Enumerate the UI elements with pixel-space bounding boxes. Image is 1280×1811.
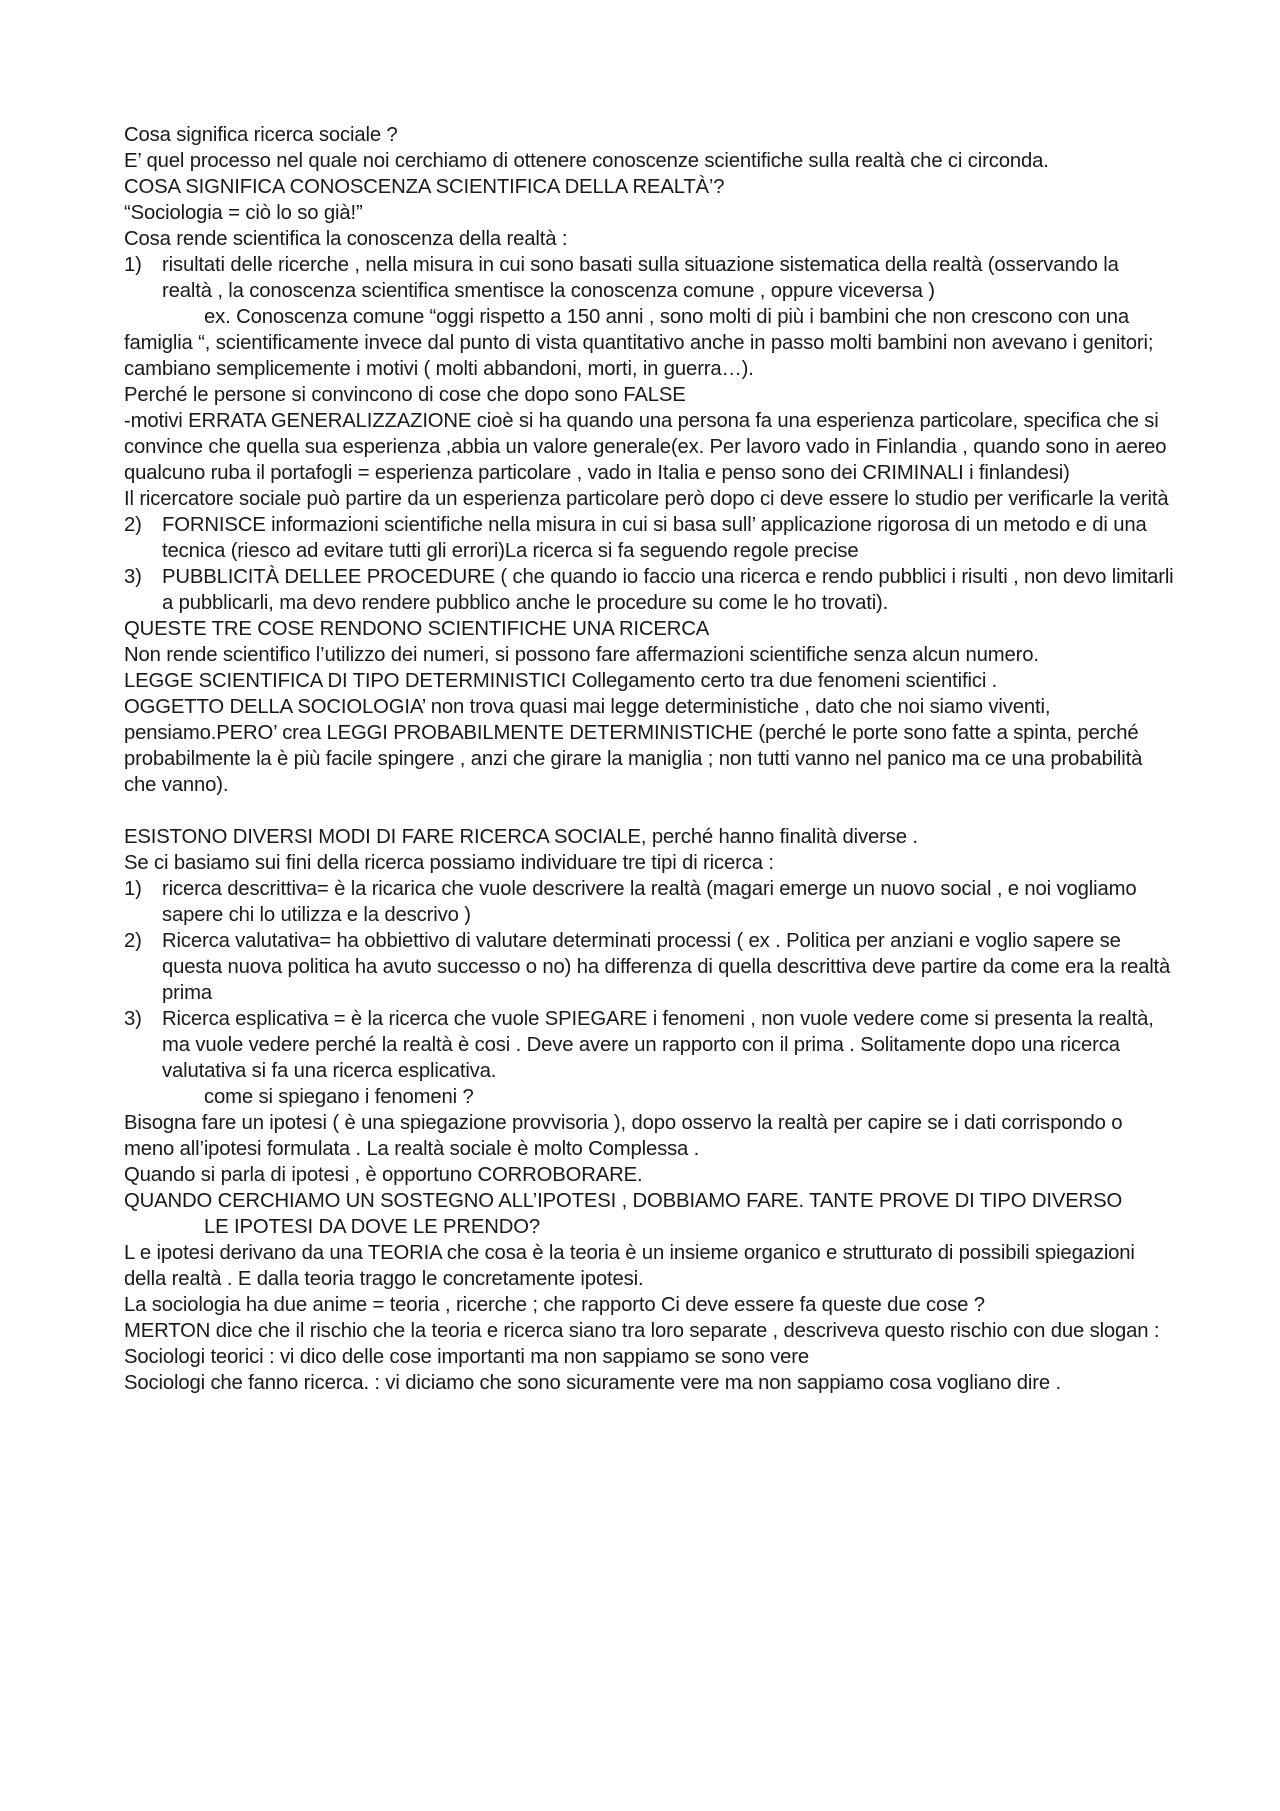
paragraph: Sociologi teorici : vi dico delle cose importanti ma non sappiamo se sono vere [124,1346,809,1368]
paragraph: E’ quel processo nel quale noi cerchiamo di ottenere conoscenze scientifiche sulla realtà che ci circonda. [124,150,1049,172]
paragraph: Il ricercatore sociale può partire da un esperienza particolare però dopo ci deve essere lo studio per verificarle la verità [124,488,1169,510]
paragraph: OGGETTO DELLA SOCIOLOGIA’ non trova quasi mai legge deterministiche , dato che noi siamo viventi, pensiamo.PERO’ crea LEGGI PROBABILMENTE DETERMINISTICHE (perché le porte sono fatte a spinta, perché probabilmente la è più facile spingere , anzi che girare la maniglia ; non tutti vanno nel panico ma ce una probabilità che vanno). [124,696,1143,796]
paragraph: MERTON dice che il rischio che la teoria e ricerca siano tra loro separate , descriveva questo rischio con due slogan : [124,1320,1160,1342]
section-heading: ESISTONO DIVERSI MODI DI FARE RICERCA SOCIALE, perché hanno finalità diverse . [124,826,918,848]
paragraph: -motivi ERRATA GENERALIZZAZIONE cioè si ha quando una persona fa una esperienza particolare, specifica che si convince che quella sua esperienza ,abbia un valore generale(ex. Per lavoro vado in Finlandia , quando sono in aereo qualcuno ruba il portafogli = esperienza particolare , vado in Italia e penso sono dei CRIMINALI i finlandesi) [124,410,1167,484]
paragraph: Cosa significa ricerca sociale ? [124,124,398,146]
list-text: risultati delle ricerche , nella misura in cui sono basati sulla situazione sistematica della realtà (osservando la realtà , la conoscenza scientifica smentisce la conoscenza comune , oppure viceversa ) [162,254,1119,302]
list-item [124,1006,1174,1084]
list-number: 3) [124,1008,142,1030]
paragraph: Quando si parla di ipotesi , è opportuno CORROBORARE. [124,1164,643,1186]
indented-subheading: LE IPOTESI DA DOVE LE PRENDO? [204,1216,541,1238]
list-text: PUBBLICITÀ DELLEE PROCEDURE ( che quando io faccio una ricerca e rendo pubblici i risulti , non devo limitarli a pubblicarli, ma devo rendere pubblico anche le procedure su come le ho trovati). [162,566,1174,614]
paragraph: Bisogna fare un ipotesi ( è una spiegazione provvisoria ), dopo osservo la realtà per capire se i dati corrispondo o meno all’ipotesi formulata . La realtà sociale è molto Complessa . [124,1112,1123,1160]
example-paragraph: ex. Conoscenza comune “oggi rispetto a 150 anni , sono molti di più i bambini che non crescono con una famiglia “, scientificamente invece dal punto di vista quantitativo anche in passo molti bambini non avevano i genitori; cambiano semplicemente i motivi ( molti abbandoni, morti, in guerra…). [124,306,1154,380]
paragraph: Sociologi che fanno ricerca. : vi diciamo che sono sicuramente vere ma non sappiamo cosa vogliano dire . [124,1372,1061,1394]
paragraph: Perché le persone si convincono di cose che dopo sono FALSE [124,384,686,406]
list-number: 1) [124,878,142,900]
list-item [124,564,1174,616]
list-text: FORNISCE informazioni scientifiche nella misura in cui si basa sull’ applicazione rigorosa di un metodo e di una tecnica (riesco ad evitare tutti gli errori)La ricerca si fa seguendo regole precise [162,514,1147,562]
quote: “Sociologia = ciò lo so già!” [124,202,363,224]
paragraph: Cosa rende scientifica la conoscenza della realtà : [124,228,568,250]
paragraph: La sociologia ha due anime = teoria , ricerche ; che rapporto Ci deve essere fa queste due cose ? [124,1294,985,1316]
list-item [124,252,1174,304]
paragraph: Non rende scientifico l’utilizzo dei numeri, si possono fare affermazioni scientifiche senza alcun numero. [124,644,1039,666]
paragraph: LEGGE SCIENTIFICA DI TIPO DETERMINISTICI Collegamento certo tra due fenomeni scientifici . [124,670,998,692]
section-heading: QUANDO CERCHIAMO UN SOSTEGNO ALL’IPOTESI , DOBBIAMO FARE. TANTE PROVE DI TIPO DIVERSO [124,1190,1123,1212]
section-heading: COSA SIGNIFICA CONOSCENZA SCIENTIFICA DELLA REALTÀ’? [124,176,725,198]
list-number: 1) [124,254,142,276]
blank-line [124,798,1174,824]
list-text: ricerca descrittiva= è la ricarica che vuole descrivere la realtà (magari emerge un nuovo social , e noi vogliamo sapere chi lo utilizza e la descrivo ) [162,878,1137,926]
list-number: 3) [124,566,142,588]
list-item [124,928,1174,1006]
paragraph: L e ipotesi derivano da una TEORIA che cosa è la teoria è un insieme organico e strutturato di possibili spiegazioni della realtà . E dalla teoria traggo le concretamente ipotesi. [124,1242,1135,1290]
list-item [124,876,1174,928]
list-text: Ricerca valutativa= ha obbiettivo di valutare determinati processi ( ex . Politica per anziani e voglio sapere se questa nuova politica ha avuto successo o no) ha differenza di quella descrittiva deve partire da come era la realtà prima [162,930,1171,1004]
paragraph: Se ci basiamo sui fini della ricerca possiamo individuare tre tipi di ricerca : [124,852,774,874]
document-page [124,122,1174,1396]
list-number: 2) [124,930,142,952]
indented-subheading: come si spiegano i fenomeni ? [204,1086,474,1108]
list-item [124,512,1174,564]
list-number: 2) [124,514,142,536]
list-text: Ricerca esplicativa = è la ricerca che vuole SPIEGARE i fenomeni , non vuole vedere come si presenta la realtà, ma vuole vedere perché la realtà è cosi . Deve avere un rapporto con il prima . Solitamente dopo una ricerca valutativa si fa una ricerca esplicativa. [162,1008,1154,1082]
section-heading: QUESTE TRE COSE RENDONO SCIENTIFICHE UNA RICERCA [124,618,710,640]
